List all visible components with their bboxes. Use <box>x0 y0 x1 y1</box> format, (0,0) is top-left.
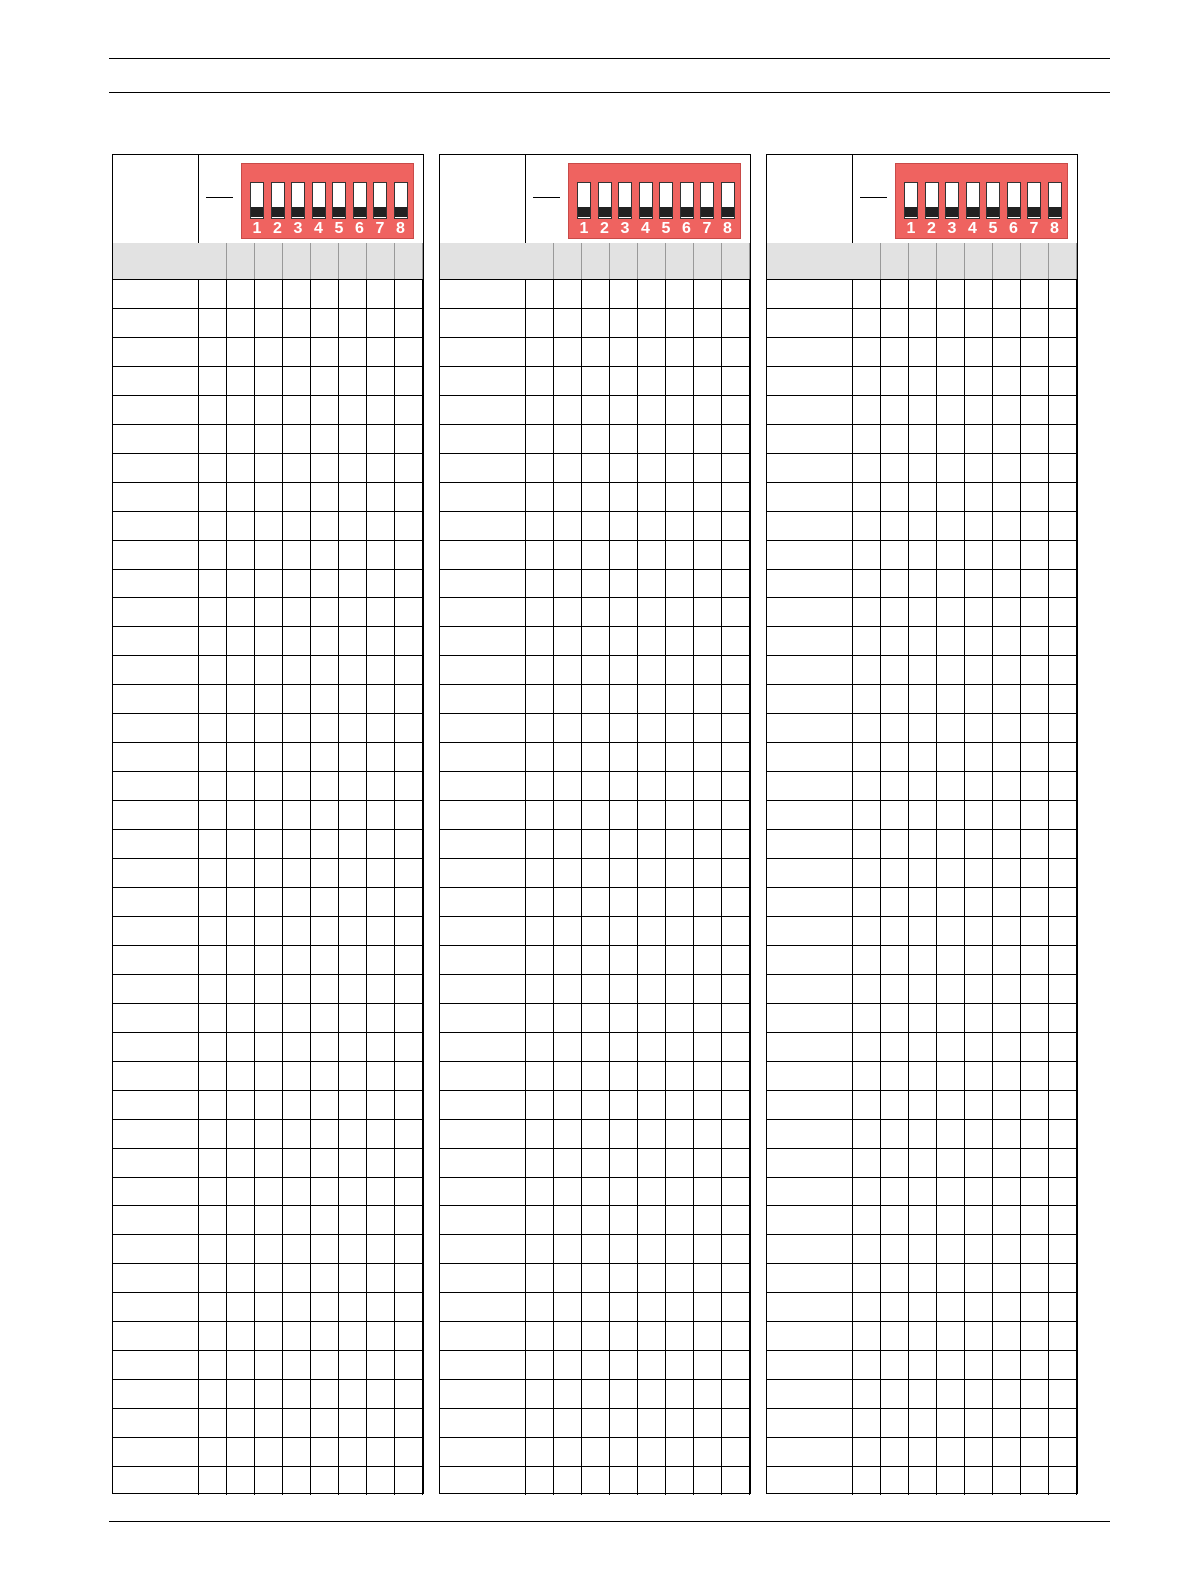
table-row-divider <box>440 337 750 338</box>
table-row-divider <box>113 366 423 367</box>
table-row-divider <box>113 800 423 801</box>
column-header-row <box>440 243 750 280</box>
table-row-divider <box>440 626 750 627</box>
table-row-divider <box>440 597 750 598</box>
switch-knob <box>701 207 713 217</box>
table-row-divider <box>767 626 1077 627</box>
column-header-divider <box>637 243 638 279</box>
dip-switch-6 <box>353 182 367 219</box>
table-row-divider <box>767 1003 1077 1004</box>
column-header-divider <box>226 243 227 279</box>
table-row-divider <box>113 829 423 830</box>
switch-knob <box>926 207 938 217</box>
switch-number-label: 5 <box>988 220 998 237</box>
column-header-divider <box>422 243 423 279</box>
switch-knob <box>354 207 366 217</box>
dip-switch-6 <box>1007 182 1021 219</box>
header-rule-top <box>109 58 1110 59</box>
dip-switch-graphic <box>241 163 414 239</box>
switch-knob <box>333 207 345 217</box>
column-header-divider <box>366 243 367 279</box>
table-row-divider <box>767 337 1077 338</box>
table-row-divider <box>113 713 423 714</box>
column-header-divider <box>693 243 694 279</box>
table-row-divider <box>113 424 423 425</box>
dip-switch-8 <box>721 182 735 219</box>
column-header-divider <box>581 243 582 279</box>
switch-knob <box>251 207 263 217</box>
table-row-divider <box>440 482 750 483</box>
table-row-divider <box>767 1119 1077 1120</box>
table-row-divider <box>113 771 423 772</box>
footer-rule <box>109 1521 1110 1522</box>
switch-number-label: 8 <box>396 220 405 237</box>
table-row-divider <box>767 1061 1077 1062</box>
table-row-divider <box>440 569 750 570</box>
column-header-divider <box>1048 243 1049 279</box>
settings-grid <box>113 279 423 1493</box>
table-row-divider <box>767 1148 1077 1149</box>
dip-switch-5 <box>332 182 346 219</box>
table-row-divider <box>113 1061 423 1062</box>
column-header-divider <box>992 243 993 279</box>
switch-number-label: 4 <box>641 220 650 237</box>
table-row-divider <box>440 1205 750 1206</box>
dip-switch-graphic <box>568 163 741 239</box>
column-header-divider <box>310 243 311 279</box>
switch-knob <box>681 207 693 217</box>
switch-number-label: 3 <box>947 220 957 237</box>
switch-knob <box>1049 207 1061 217</box>
switch-knob <box>374 207 386 217</box>
table-row-divider <box>440 540 750 541</box>
table-row-divider <box>113 1148 423 1149</box>
switch-knob <box>578 207 590 217</box>
dip-switch-2 <box>598 182 612 219</box>
settings-grid <box>767 279 1077 1493</box>
dip-switch-7 <box>373 182 387 219</box>
table-row-divider <box>440 684 750 685</box>
switch-knob <box>905 207 917 217</box>
table-row-divider <box>440 1321 750 1322</box>
table-row-divider <box>440 858 750 859</box>
dip-switch-7 <box>1027 182 1041 219</box>
table-row-divider <box>440 1466 750 1467</box>
column-header-row <box>113 243 423 280</box>
switch-number-label: 7 <box>375 220 385 237</box>
table-row-divider <box>440 366 750 367</box>
switch-knob <box>272 207 284 217</box>
switch-number-label: 6 <box>682 220 691 237</box>
table-row-divider <box>113 1379 423 1380</box>
table-row-divider <box>767 1466 1077 1467</box>
column-header-divider <box>338 243 339 279</box>
table-row-divider <box>767 1379 1077 1380</box>
table-row-divider <box>113 1003 423 1004</box>
table-row-divider <box>113 482 423 483</box>
switch-number-label: 7 <box>1029 220 1039 237</box>
switch-number-label: 7 <box>702 220 712 237</box>
table-row-divider <box>767 540 1077 541</box>
table-row-divider <box>440 1263 750 1264</box>
table-row-divider <box>767 1350 1077 1351</box>
table-row-divider <box>767 858 1077 859</box>
table-row-divider <box>113 887 423 888</box>
table-row-divider <box>440 771 750 772</box>
header-label-cell <box>767 155 853 243</box>
table-row-divider <box>440 945 750 946</box>
column-header-divider <box>282 243 283 279</box>
table-row-divider <box>113 453 423 454</box>
table-row-divider <box>767 308 1077 309</box>
dash-mark <box>533 197 560 198</box>
table-row-divider <box>767 887 1077 888</box>
dip-switch-table-1 <box>112 154 424 1494</box>
table-row-divider <box>440 1292 750 1293</box>
table-row-divider <box>440 308 750 309</box>
table-row-divider <box>113 858 423 859</box>
switch-knob <box>640 207 652 217</box>
switch-number-label: 2 <box>273 220 282 237</box>
dip-switch-8 <box>394 182 408 219</box>
dip-switch-2 <box>271 182 285 219</box>
dip-switch-4 <box>639 182 653 219</box>
table-row-divider <box>440 887 750 888</box>
table-row-divider <box>767 974 1077 975</box>
table-row-divider <box>767 1321 1077 1322</box>
column-header-divider <box>1076 243 1077 279</box>
table-row-divider <box>767 1090 1077 1091</box>
table-row-divider <box>440 713 750 714</box>
switch-knob <box>967 207 979 217</box>
table-row-divider <box>113 337 423 338</box>
table-row-divider <box>767 713 1077 714</box>
dip-switch-1 <box>250 182 264 219</box>
switch-knob <box>599 207 611 217</box>
dip-switch-table-3 <box>766 154 1078 1494</box>
column-header-row <box>767 243 1077 280</box>
table-row-divider <box>113 395 423 396</box>
switch-knob <box>395 207 407 217</box>
dip-switch-6 <box>680 182 694 219</box>
dip-switch-5 <box>986 182 1000 219</box>
table-header <box>440 155 750 244</box>
table-row-divider <box>113 655 423 656</box>
switch-knob <box>1028 207 1040 217</box>
table-row-divider <box>113 1292 423 1293</box>
table-row-divider <box>113 626 423 627</box>
dip-switch-3 <box>291 182 305 219</box>
table-row-divider <box>113 1466 423 1467</box>
switch-number-label: 6 <box>355 220 364 237</box>
table-row-divider <box>767 1292 1077 1293</box>
dip-switch-7 <box>700 182 714 219</box>
table-row-divider <box>113 540 423 541</box>
switch-number-label: 8 <box>1050 220 1059 237</box>
table-row-divider <box>440 1379 750 1380</box>
table-row-divider <box>113 945 423 946</box>
dip-switch-4 <box>966 182 980 219</box>
column-header-divider <box>254 243 255 279</box>
switch-knob <box>722 207 734 217</box>
switch-knob <box>987 207 999 217</box>
table-row-divider <box>113 1177 423 1178</box>
column-header-divider <box>553 243 554 279</box>
column-header-divider <box>394 243 395 279</box>
table-row-divider <box>113 1234 423 1235</box>
table-row-divider <box>113 1263 423 1264</box>
table-row-divider <box>767 597 1077 598</box>
switch-number-label: 1 <box>579 220 589 237</box>
switch-number-label: 6 <box>1009 220 1018 237</box>
table-row-divider <box>113 1321 423 1322</box>
table-row-divider <box>440 1003 750 1004</box>
table-row-divider <box>113 511 423 512</box>
table-row-divider <box>440 800 750 801</box>
table-row-divider <box>113 1350 423 1351</box>
table-row-divider <box>113 597 423 598</box>
switch-number-label: 4 <box>968 220 977 237</box>
table-row-divider <box>767 1408 1077 1409</box>
switch-number-label: 5 <box>334 220 344 237</box>
table-row-divider <box>113 1119 423 1120</box>
table-row-divider <box>113 308 423 309</box>
table-row-divider <box>767 424 1077 425</box>
table-row-divider <box>440 1350 750 1351</box>
table-row-divider <box>113 1205 423 1206</box>
table-row-divider <box>440 1177 750 1178</box>
switch-knob <box>1008 207 1020 217</box>
switch-number-label: 5 <box>661 220 671 237</box>
settings-grid <box>440 279 750 1493</box>
switch-number-label: 8 <box>723 220 732 237</box>
dash-mark <box>206 197 233 198</box>
table-row-divider <box>440 1119 750 1120</box>
table-row-divider <box>767 569 1077 570</box>
dip-switch-4 <box>312 182 326 219</box>
table-row-divider <box>113 1408 423 1409</box>
table-row-divider <box>767 1032 1077 1033</box>
table-row-divider <box>113 1090 423 1091</box>
table-row-divider <box>440 974 750 975</box>
switch-number-label: 3 <box>293 220 303 237</box>
table-row-divider <box>767 1205 1077 1206</box>
table-row-divider <box>767 482 1077 483</box>
table-row-divider <box>767 916 1077 917</box>
dip-switch-1 <box>904 182 918 219</box>
table-row-divider <box>767 742 1077 743</box>
table-row-divider <box>767 1437 1077 1438</box>
table-row-divider <box>440 742 750 743</box>
switch-knob <box>946 207 958 217</box>
switch-number-label: 2 <box>927 220 936 237</box>
table-row-divider <box>767 395 1077 396</box>
table-row-divider <box>113 916 423 917</box>
header-rule-bottom <box>109 92 1110 93</box>
switch-number-label: 1 <box>906 220 916 237</box>
table-row-divider <box>440 916 750 917</box>
table-row-divider <box>113 684 423 685</box>
table-row-divider <box>440 1234 750 1235</box>
dip-switch-graphic <box>895 163 1068 239</box>
table-row-divider <box>767 771 1077 772</box>
table-row-divider <box>440 1032 750 1033</box>
table-row-divider <box>767 684 1077 685</box>
table-row-divider <box>767 829 1077 830</box>
switch-knob <box>619 207 631 217</box>
dip-switch-1 <box>577 182 591 219</box>
column-header-divider <box>908 243 909 279</box>
column-header-divider <box>964 243 965 279</box>
column-header-divider <box>749 243 750 279</box>
table-row-divider <box>440 655 750 656</box>
switch-number-label: 1 <box>252 220 262 237</box>
column-header-divider <box>609 243 610 279</box>
switch-number-label: 4 <box>314 220 323 237</box>
table-row-divider <box>440 1061 750 1062</box>
column-header-divider <box>936 243 937 279</box>
table-row-divider <box>767 1263 1077 1264</box>
table-row-divider <box>113 569 423 570</box>
column-header-divider <box>721 243 722 279</box>
table-row-divider <box>767 655 1077 656</box>
table-row-divider <box>113 1437 423 1438</box>
dip-switch-8 <box>1048 182 1062 219</box>
switch-number-label: 2 <box>600 220 609 237</box>
header-label-cell <box>440 155 526 243</box>
dip-switch-3 <box>618 182 632 219</box>
switch-number-label: 3 <box>620 220 630 237</box>
column-header-divider <box>1020 243 1021 279</box>
dip-switch-2 <box>925 182 939 219</box>
table-row-divider <box>767 1177 1077 1178</box>
table-row-divider <box>767 1234 1077 1235</box>
table-row-divider <box>440 1408 750 1409</box>
table-row-divider <box>767 366 1077 367</box>
table-row-divider <box>767 945 1077 946</box>
table-row-divider <box>440 424 750 425</box>
table-header <box>767 155 1077 244</box>
table-row-divider <box>440 1437 750 1438</box>
header-label-cell <box>113 155 199 243</box>
switch-knob <box>660 207 672 217</box>
table-row-divider <box>440 1090 750 1091</box>
table-row-divider <box>113 742 423 743</box>
table-row-divider <box>440 511 750 512</box>
table-row-divider <box>113 974 423 975</box>
table-row-divider <box>767 800 1077 801</box>
switch-knob <box>313 207 325 217</box>
table-row-divider <box>440 453 750 454</box>
table-row-divider <box>440 395 750 396</box>
dip-switch-3 <box>945 182 959 219</box>
table-row-divider <box>767 511 1077 512</box>
table-row-divider <box>440 1148 750 1149</box>
column-header-divider <box>880 243 881 279</box>
switch-knob <box>292 207 304 217</box>
table-row-divider <box>113 1032 423 1033</box>
table-row-divider <box>440 829 750 830</box>
dash-mark <box>860 197 887 198</box>
dip-switch-5 <box>659 182 673 219</box>
table-header <box>113 155 423 244</box>
dip-switch-table-2 <box>439 154 751 1494</box>
table-row-divider <box>767 453 1077 454</box>
column-header-divider <box>665 243 666 279</box>
